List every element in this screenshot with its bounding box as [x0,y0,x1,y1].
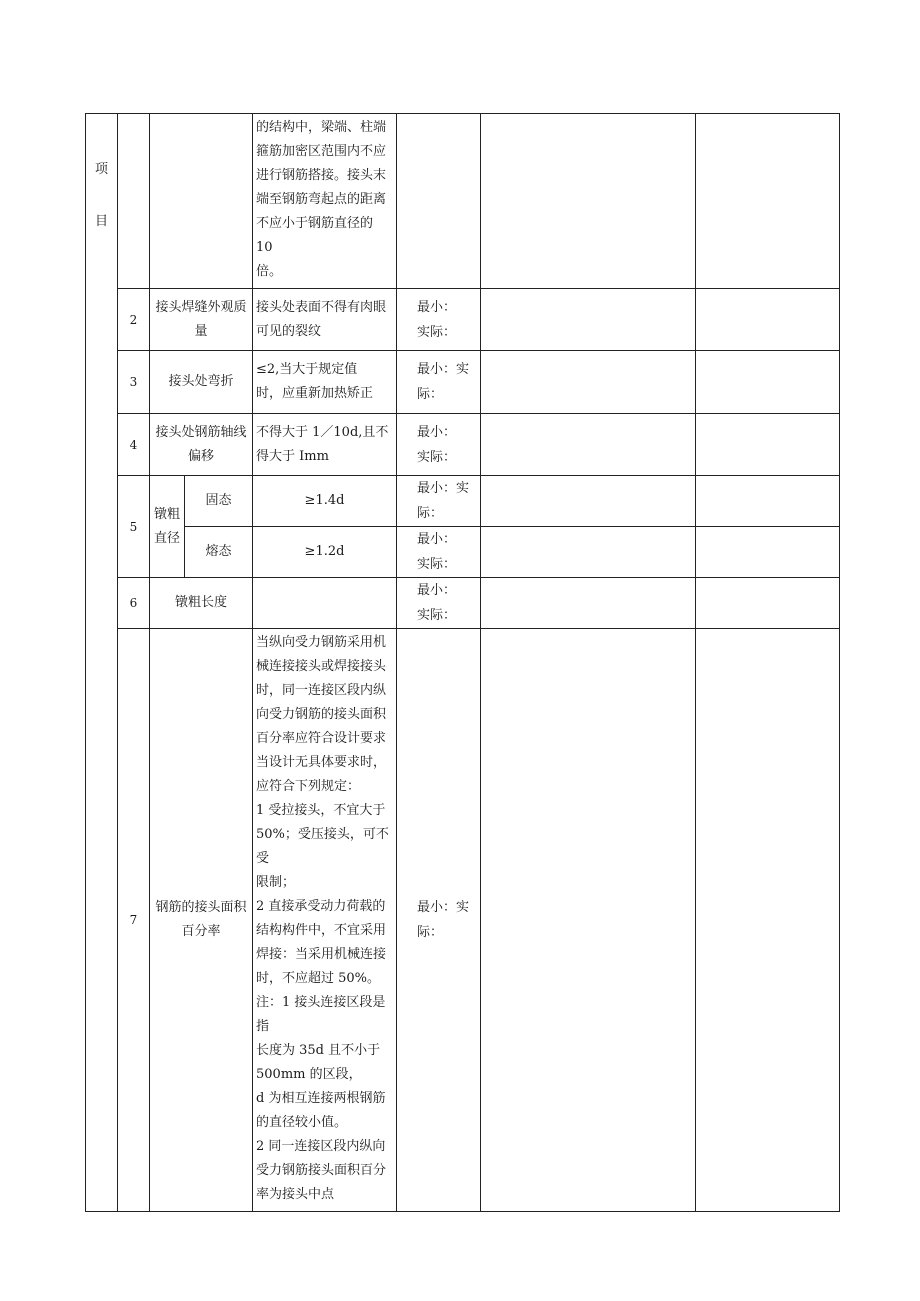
item-number [118,114,150,289]
standard-line: 500mm 的区段， [256,1067,362,1082]
standard-line: 百分率应符合设计要求 [256,731,387,746]
standard-line: 受力钢筋接头面积百分 [256,1163,387,1178]
measure-cell [397,414,481,476]
item-number: 4 [118,414,150,476]
standard-line: 限制； [256,875,296,890]
standard-line: 1 受拉接头，不宜大于 [256,803,386,818]
minimum-label: 最小： [417,424,457,440]
standard-line: d 为相互连接两根钢筋 [256,1091,386,1106]
table-row [86,289,840,351]
standard-line: 械连接接头或焊接接头 [256,659,387,674]
table-row [86,629,840,1212]
result-cell [481,414,696,476]
standard-line: 时，同一连接区段内纵 [256,683,387,698]
item-name: 镦粗长度 [150,578,253,629]
standard-line: 50%；受压接头，可不受 [256,827,389,866]
inspection-table [85,113,840,1212]
standard-line: 应符合下列规定： [256,779,361,794]
result-cell [481,629,696,1212]
table-row [86,578,840,629]
result-cell [481,527,696,578]
item-number: 5 [118,476,150,578]
standard-cell: 不得大于 1／10d,且不 得大于 Imm [253,414,397,476]
remark-cell [696,351,840,414]
standard-line: 长度为 35d 且不小于 [256,1043,381,1058]
standard-line: 2 直接承受动力荷载的 [256,899,386,914]
standard-line: 向受力钢筋的接头面积 [256,707,387,722]
result-cell [481,578,696,629]
item-number: 3 [118,351,150,414]
standard-cell [253,578,397,629]
minimum-label: 最小： [417,481,457,496]
standard-line: 时，不应超过 50%。 [256,971,381,986]
table-row [86,114,840,289]
result-cell [481,289,696,351]
table-row [86,527,840,578]
standard-cell: 接头处表面不得有肉眼 可见的裂纹 [253,289,397,351]
standard-line: 当设计无具体要求时， [256,755,387,770]
remark-cell [696,114,840,289]
standard-line: 注：1 接头连接区段是指 [256,995,386,1034]
measure-cell [397,527,481,578]
minimum-label: 最小： [417,583,457,598]
measure-cell [397,578,481,629]
result-cell [481,476,696,527]
remark-cell [696,476,840,527]
actual-label: 实际： [417,324,457,340]
table-row [86,476,840,527]
remark-cell [696,629,840,1212]
minimum-label: 最小： [417,362,457,377]
item-name: 镦粗 直径 [150,476,185,578]
remark-cell [696,527,840,578]
standard-line: 2 同一连接区段内纵向 [256,1139,386,1154]
item-number: 7 [118,629,150,1212]
measure-cell [397,289,481,351]
item-number: 2 [118,289,150,351]
standard-cell: 的结构中，梁端、柱端 箍筋加密区范围内不应 进行钢筋搭接。接头末 端至钢筋弯起点的距离 不应小于钢筋直径的 10 倍。 [253,114,397,289]
category-char: 目 [94,214,108,229]
measure-cell [397,114,481,289]
standard-line: 结构构件中，不宜采用 [256,923,387,938]
item-name: 钢筋的接头面积 百分率 [150,629,253,1212]
result-cell [481,351,696,414]
standard-cell: ≥1.4d [253,476,397,527]
actual-label: 实际： [417,449,457,465]
measure-cell: 最小：实 际： [397,351,481,414]
item-name: 接头焊缝外观质 量 [150,289,253,351]
standard-cell [253,629,397,1212]
result-cell [481,114,696,289]
item-number: 6 [118,578,150,629]
sub-item-name: 熔态 [185,527,253,578]
standard-line: 当纵向受力钢筋采用机 [256,635,387,650]
standard-line: 的直径较小值。 [256,1115,348,1130]
item-name: 接头处钢筋轴线 偏移 [150,414,253,476]
actual-label: 实际： [417,608,457,623]
table-row [86,414,840,476]
minimum-label: 最小： [417,299,457,315]
minimum-label: 最小： [417,532,457,547]
standard-cell: ≥1.2d [253,527,397,578]
sub-item-name: 固态 [185,476,253,527]
remark-cell [696,289,840,351]
standard-line: 焊接：当采用机械连接 [256,947,387,962]
standard-cell: ≤2,当大于规定值 时，应重新加热矫正 [253,351,397,414]
remark-cell [696,578,840,629]
actual-label: 实际： [417,557,457,572]
table-row [86,351,840,414]
measure-cell: 最小：实 际： [397,476,481,527]
standard-line: 率为接头中点 [256,1187,335,1202]
remark-cell [696,414,840,476]
item-name: 接头处弯折 [150,351,253,414]
measure-cell: 最小：实 际： [397,629,481,1212]
category-cell [86,114,118,1212]
category-char: 项 [94,162,108,177]
item-name [150,114,253,289]
minimum-label: 最小： [417,900,457,915]
